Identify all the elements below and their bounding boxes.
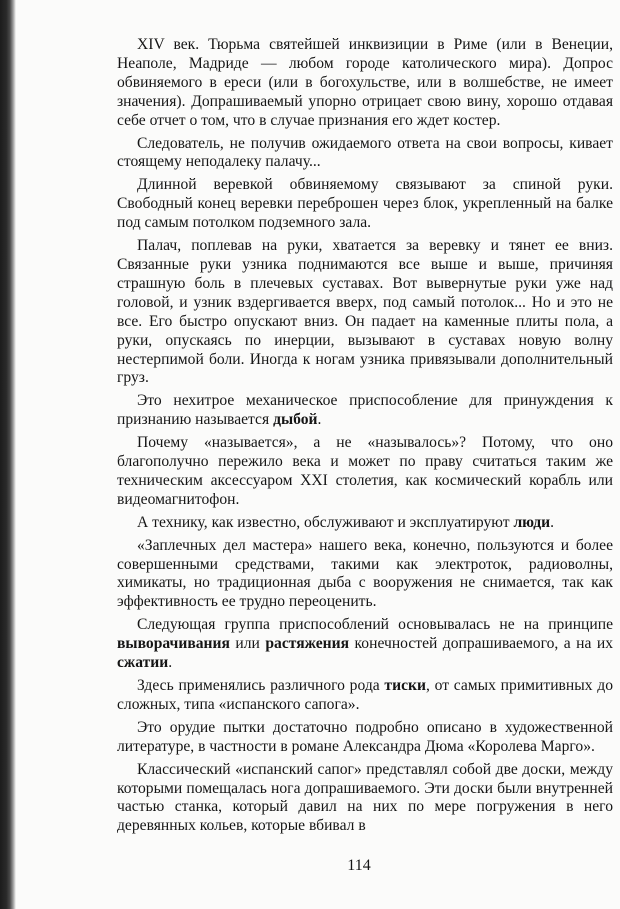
text-run: А технику, как известно, обслуживают и эксплуатируют — [137, 513, 514, 531]
text-run: Почему «называется», а не «называлось»? Потому, что оно благополучно пережило века и может по праву считаться таким же техническим аксессуаром XXI столетия, как космический корабль или видеомагнитофон. — [117, 434, 613, 508]
bold-term: сжатии — [117, 654, 169, 672]
bold-term: тиски — [384, 677, 426, 694]
paragraph — [117, 135, 613, 173]
body-text — [117, 36, 613, 840]
text-run: . — [317, 411, 322, 429]
paragraph — [117, 677, 613, 715]
paragraph — [117, 616, 613, 673]
text-run: . — [168, 654, 173, 672]
text-run: Следователь, не получив ожидаемого ответа на свои вопросы, кивает стоящему неподалеку палачу... — [117, 134, 613, 171]
bold-term: дыбой — [273, 411, 318, 429]
text-run: Следующая группа приспособлений основывалась не на принципе — [137, 616, 613, 634]
paragraph — [117, 36, 613, 131]
bold-term: люди — [513, 513, 551, 531]
paragraph — [117, 392, 613, 430]
text-run: Классический «испанский сапог» представлял собой две доски, между которыми помещалась нога допрашиваемого. Эти доски были внутренней частью станка, который давил на них по мере погружения в него деревянных кольев, которые вбивал в — [117, 760, 613, 835]
page-number: 114 — [347, 857, 371, 874]
scan-binding-shadow — [0, 0, 16, 909]
text-run: или — [229, 635, 266, 653]
bold-term: выворачивания — [117, 635, 230, 653]
paragraph — [117, 537, 613, 613]
text-run: конечностей допрашиваемого, а на их — [349, 635, 613, 653]
paragraph — [117, 719, 613, 757]
text-run: XIV век. Тюрьма святейшей инквизиции в Риме (или в Венеции, Неаполе, Мадриде — любом городе католического мира). Допрос обвиняемого в ереси (или в богохульстве, или в волшебстве, не имеет значения). Допрашиваемый упорно отрицает свою вину, хорошо отдавая себе отчет о том, что в случае признания его ждет костер. — [117, 36, 613, 129]
text-run: Это орудие пытки достаточно подробно описано в художественной литературе, в частности в романе Александра Дюма «Королева Марго». — [117, 718, 613, 755]
paragraph — [117, 761, 613, 837]
text-run: . — [550, 513, 554, 531]
bold-term: растяжения — [265, 635, 350, 653]
paragraph — [117, 237, 613, 388]
paragraph — [117, 176, 613, 233]
text-run: «Заплечных дел мастера» нашего века, конечно, пользуются и более совершенными средствами, такими как электроток, радиоволны, химикаты, но традиционная дыба с вооружения не снимается, так как эффективность ее трудно переоценить. — [117, 536, 613, 611]
paragraph — [117, 434, 613, 510]
text-run: , от самых примитивных до сложных, типа «испанского сапога». — [117, 677, 613, 713]
paragraph — [117, 514, 613, 533]
text-run: Палач, поплевав на руки, хватается за веревку и тянет ее вниз. Связанные руки узника поднимаются все выше и выше, причиняя страшную боль в плечевых суставах. Вот вывернутые руки уже над головой, и узник вздергивается вверх, под самый потолок... Но и это не все. Его быстро опускают вниз. Он падает на каменные плиты пола, а руки, опускаясь по инерции, вызывают в суставах новую волну нестерпимой боли. Иногда к ногам узника привязывали дополнительный груз. — [117, 237, 613, 387]
text-run: Длинной веревкой обвиняемому связывают за спиной руки. Свободный конец веревки переброшен через блок, укрепленный на балке под самым потолком подземного зала. — [117, 176, 613, 232]
text-run: Это нехитрое механическое приспособление для принуждения к признанию называется — [117, 392, 613, 429]
text-run: Здесь применялись различного рода — [137, 677, 385, 694]
